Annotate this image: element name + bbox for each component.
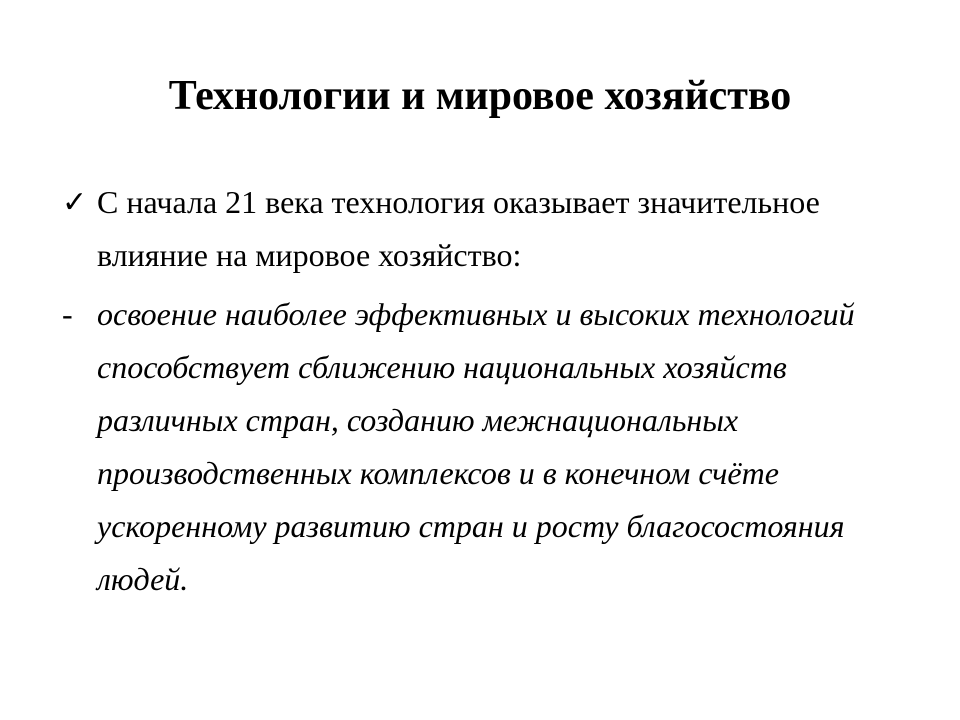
checkmark-icon: ✓ (62, 186, 88, 219)
slide-body (62, 176, 922, 606)
paragraph-text: С начала 21 века технология оказывает значительное влияние на мировое хозяйство: (97, 184, 820, 273)
bullet-paragraph (62, 176, 922, 282)
dash-marker: - (62, 296, 73, 332)
dash-paragraph (62, 288, 922, 606)
paragraph-text: освоение наиболее эффективных и высоких технологий способствует сближению национальных хозяйств различных стран, созданию межнациональных производственных комплексов и в конечном счёте ускоренному развитию стран и росту благосостояния людей. (97, 296, 855, 597)
slide-title: Технологии и мировое хозяйство (168, 73, 792, 119)
